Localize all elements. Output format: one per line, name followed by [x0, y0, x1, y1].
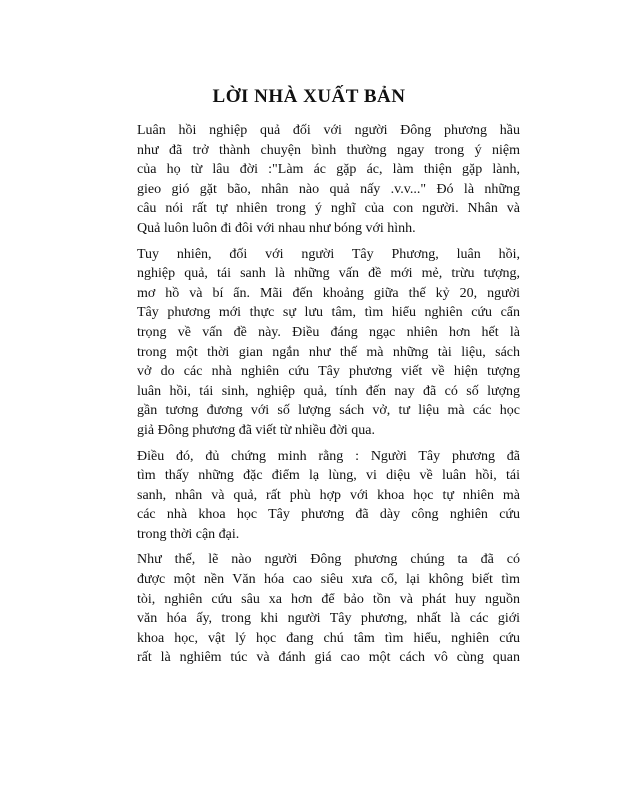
text-line: Quả luôn luôn đi đôi với nhau như bóng với hình.	[137, 220, 416, 236]
text-line: sanh, nhân và quả, rất phù hợp với khoa học tự nhiên mà	[137, 487, 520, 503]
text-line: gần tương đương với số lượng sách vở, tư liệu mà các học	[137, 403, 520, 419]
text-line: giả Đông phương đã viết từ nhiều đời qua.	[137, 422, 375, 438]
text-line: gieo gió gặt bão, nhân nào quả nấy .v.v..." Đó là những	[137, 181, 520, 197]
text-line: như đã trở thành chuyện bình thường ngay trong ý niệm	[137, 142, 520, 158]
text-line: mơ hồ và bí ẩn. Mãi đến khoảng giữa thế kỷ 20, người	[137, 285, 520, 301]
paragraph	[116, 447, 520, 545]
page-title: LỜI NHÀ XUẤT BẢN	[212, 86, 406, 107]
text-line: trong thời cận đại.	[137, 526, 240, 542]
text-line: tòi, nghiên cứu sâu xa hơn để bảo tồn và phát huy nguồn	[137, 591, 520, 607]
text-line: tìm thấy những đặc điểm lạ lùng, vi diệu về luân hồi, tái	[137, 468, 520, 484]
text-line: Tây phương mới thực sự lưu tâm, tìm hiểu nghiên cứu cẩn	[137, 305, 520, 321]
text-line: luân hồi, tái sinh, nghiệp quả, tính đến nay đã có số lượng	[137, 383, 520, 399]
text-line: Tuy nhiên, đối với người Tây Phương, luân hồi,	[137, 246, 520, 262]
text-line: vở do các nhà nghiên cứu Tây phương viết về hiện tượng	[137, 364, 520, 380]
text-line: câu nói rất tự nhiên trong ý nghĩ của con người. Nhân và	[137, 201, 520, 217]
text-line: khoa học, vật lý học đang chú tâm tìm hiểu, nghiên cứu	[137, 630, 520, 646]
text-line: được một nền Văn hóa cao siêu xưa cổ, lại không biết tìm	[137, 572, 520, 588]
text-line: các nhà khoa học Tây phương đã dày công nghiên cứu	[137, 507, 520, 523]
text-line: Điều đó, đủ chứng minh rằng : Người Tây phương đã	[137, 448, 520, 464]
paragraph	[116, 550, 520, 668]
text-line: Luân hồi nghiệp quả đối với người Đông phương hầu	[137, 123, 520, 138]
body-text	[116, 121, 520, 674]
paragraph	[116, 245, 520, 441]
text-line: rất là nghiêm túc và đánh giá cao một cách vô cùng quan	[137, 650, 520, 666]
text-line: trong một thời gian ngắn như thế mà những tài liệu, sách	[137, 344, 520, 360]
text-line: Như thế, lẽ nào người Đông phương chúng ta đã có	[137, 552, 520, 568]
text-line: văn hóa ấy, trong khi người Tây phương, nhất là các giới	[137, 611, 520, 627]
text-line: trọng về vấn đề này. Điều đáng ngạc nhiên hơn hết là	[137, 324, 520, 340]
text-line: nghiệp quả, tái sanh là những vấn đề mới mẻ, trừu tượng,	[137, 266, 520, 282]
text-line: của họ từ lâu đời :"Làm ác gặp ác, làm thiện gặp lành,	[137, 162, 520, 178]
paragraph	[116, 121, 520, 239]
